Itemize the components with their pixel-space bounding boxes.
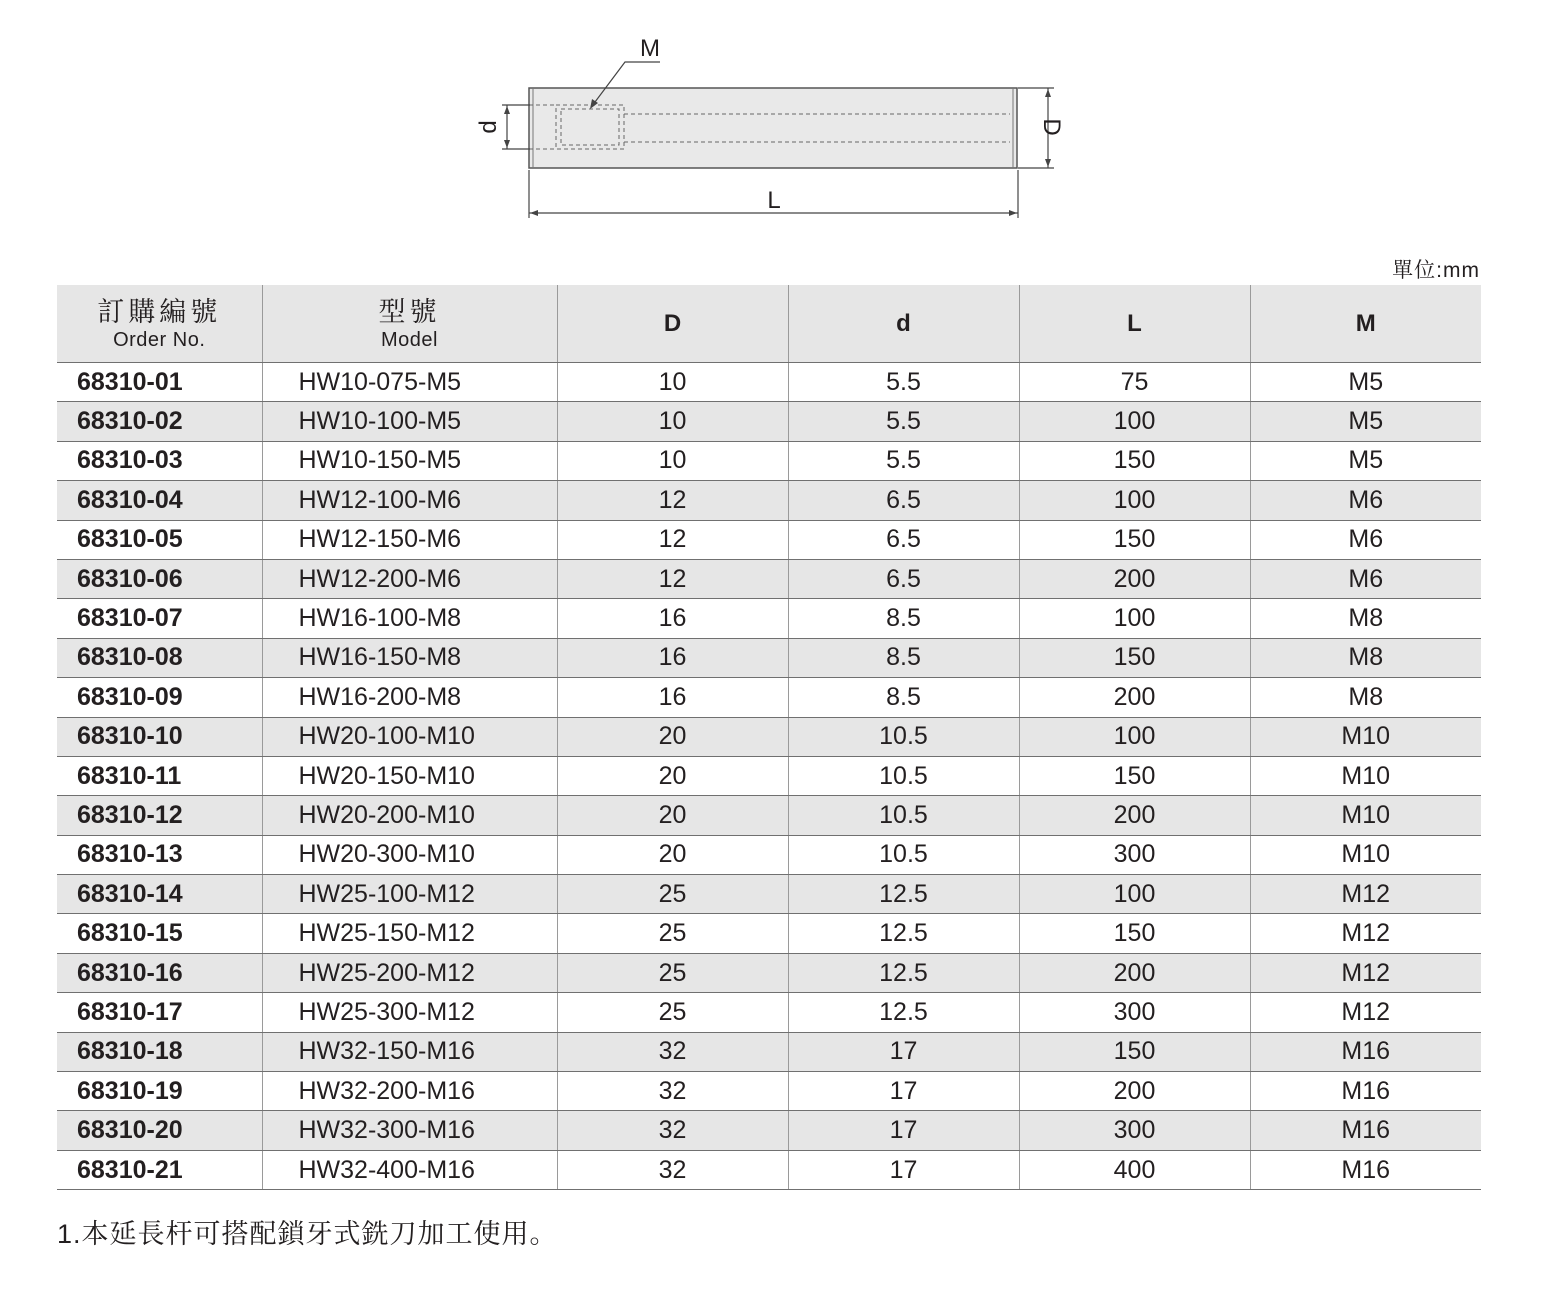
usage-note: 1.本延長杆可搭配鎖牙式銑刀加工使用。 — [57, 1219, 558, 1249]
table-row — [57, 796, 1481, 835]
cell-d: 12.5 — [788, 953, 1019, 992]
cell-d: 10.5 — [788, 796, 1019, 835]
cell-d: 8.5 — [788, 638, 1019, 677]
table-row — [57, 402, 1481, 441]
cell-d: 12.5 — [788, 875, 1019, 914]
table-row — [57, 875, 1481, 914]
table-row — [57, 1150, 1481, 1189]
cell-D: 25 — [557, 993, 788, 1032]
cell-L: 100 — [1019, 875, 1250, 914]
cell-order-no: 68310-11 — [57, 756, 262, 795]
cell-M: M10 — [1250, 717, 1481, 756]
cell-L: 150 — [1019, 914, 1250, 953]
table-row — [57, 599, 1481, 638]
cell-L: 75 — [1019, 363, 1250, 402]
cell-d: 10.5 — [788, 717, 1019, 756]
header-order-no — [57, 285, 262, 363]
cell-order-no: 68310-20 — [57, 1111, 262, 1150]
cell-model: HW25-300-M12 — [262, 993, 557, 1032]
cell-order-no: 68310-07 — [57, 599, 262, 638]
cell-M: M6 — [1250, 481, 1481, 520]
cell-L: 100 — [1019, 481, 1250, 520]
table-row — [57, 756, 1481, 795]
rod-body — [529, 88, 1017, 168]
cell-D: 32 — [557, 1072, 788, 1111]
header-order-zh: 訂購編號 — [97, 296, 222, 327]
cell-order-no: 68310-21 — [57, 1150, 262, 1189]
extension-rod-diagram — [0, 0, 1560, 240]
table-row — [57, 914, 1481, 953]
cell-D: 32 — [557, 1111, 788, 1150]
header-L: L — [1019, 285, 1250, 363]
header-model-zh: 型號 — [378, 296, 441, 327]
cell-M: M5 — [1250, 441, 1481, 480]
cell-D: 20 — [557, 796, 788, 835]
cell-model: HW10-075-M5 — [262, 363, 557, 402]
cell-M: M8 — [1250, 599, 1481, 638]
header-D: D — [557, 285, 788, 363]
cell-order-no: 68310-10 — [57, 717, 262, 756]
cell-d: 5.5 — [788, 363, 1019, 402]
cell-order-no: 68310-06 — [57, 559, 262, 598]
header-model-en: Model — [381, 328, 438, 351]
table-row — [57, 993, 1481, 1032]
cell-order-no: 68310-12 — [57, 796, 262, 835]
cell-L: 150 — [1019, 638, 1250, 677]
cell-d: 10.5 — [788, 835, 1019, 874]
cell-L: 150 — [1019, 520, 1250, 559]
cell-D: 25 — [557, 875, 788, 914]
cell-d: 8.5 — [788, 599, 1019, 638]
cell-D: 32 — [557, 1032, 788, 1071]
cell-D: 25 — [557, 914, 788, 953]
table-row — [57, 638, 1481, 677]
cell-D: 12 — [557, 481, 788, 520]
cell-L: 150 — [1019, 441, 1250, 480]
cell-D: 10 — [557, 363, 788, 402]
table-row — [57, 441, 1481, 480]
cell-d: 5.5 — [788, 402, 1019, 441]
cell-L: 300 — [1019, 835, 1250, 874]
cell-order-no: 68310-08 — [57, 638, 262, 677]
table-row — [57, 1111, 1481, 1150]
cell-order-no: 68310-09 — [57, 678, 262, 717]
cell-model: HW12-150-M6 — [262, 520, 557, 559]
cell-D: 20 — [557, 835, 788, 874]
cell-L: 200 — [1019, 678, 1250, 717]
cell-M: M16 — [1250, 1150, 1481, 1189]
cell-D: 10 — [557, 441, 788, 480]
cell-model: HW32-400-M16 — [262, 1150, 557, 1189]
cell-model: HW32-200-M16 — [262, 1072, 557, 1111]
cell-order-no: 68310-18 — [57, 1032, 262, 1071]
cell-M: M10 — [1250, 756, 1481, 795]
cell-d: 17 — [788, 1072, 1019, 1111]
label-m: M — [640, 35, 660, 62]
cell-model: HW20-300-M10 — [262, 835, 557, 874]
table-header-row — [57, 285, 1481, 363]
cell-M: M6 — [1250, 520, 1481, 559]
cell-model: HW12-100-M6 — [262, 481, 557, 520]
cell-order-no: 68310-01 — [57, 363, 262, 402]
header-M: M — [1250, 285, 1481, 363]
cell-L: 150 — [1019, 756, 1250, 795]
header-d: d — [788, 285, 1019, 363]
cell-order-no: 68310-19 — [57, 1072, 262, 1111]
cell-model: HW32-300-M16 — [262, 1111, 557, 1150]
unit-label: 單位:mm — [1392, 259, 1480, 282]
header-order-en: Order No. — [113, 328, 206, 351]
cell-L: 200 — [1019, 796, 1250, 835]
cell-M: M10 — [1250, 835, 1481, 874]
table-body — [57, 363, 1481, 1190]
cell-M: M8 — [1250, 678, 1481, 717]
cell-M: M16 — [1250, 1111, 1481, 1150]
cell-model: HW16-200-M8 — [262, 678, 557, 717]
cell-model: HW10-150-M5 — [262, 441, 557, 480]
cell-order-no: 68310-03 — [57, 441, 262, 480]
cell-model: HW16-150-M8 — [262, 638, 557, 677]
cell-model: HW12-200-M6 — [262, 559, 557, 598]
cell-D: 12 — [557, 520, 788, 559]
table-row — [57, 717, 1481, 756]
cell-order-no: 68310-02 — [57, 402, 262, 441]
label-L: L — [767, 187, 781, 214]
cell-M: M5 — [1250, 402, 1481, 441]
cell-d: 17 — [788, 1032, 1019, 1071]
cell-M: M16 — [1250, 1032, 1481, 1071]
header-model — [262, 285, 557, 363]
cell-M: M12 — [1250, 993, 1481, 1032]
cell-model: HW32-150-M16 — [262, 1032, 557, 1071]
table-row — [57, 363, 1481, 402]
cell-d: 17 — [788, 1111, 1019, 1150]
cell-M: M12 — [1250, 914, 1481, 953]
cell-L: 400 — [1019, 1150, 1250, 1189]
cell-M: M10 — [1250, 796, 1481, 835]
cell-model: HW20-200-M10 — [262, 796, 557, 835]
cell-order-no: 68310-05 — [57, 520, 262, 559]
cell-d: 10.5 — [788, 756, 1019, 795]
spec-table — [57, 285, 1481, 1190]
cell-D: 12 — [557, 559, 788, 598]
cell-L: 200 — [1019, 953, 1250, 992]
cell-L: 100 — [1019, 599, 1250, 638]
cell-L: 100 — [1019, 402, 1250, 441]
cell-order-no: 68310-16 — [57, 953, 262, 992]
cell-d: 12.5 — [788, 993, 1019, 1032]
cell-model: HW25-200-M12 — [262, 953, 557, 992]
cell-d: 6.5 — [788, 520, 1019, 559]
cell-D: 16 — [557, 678, 788, 717]
cell-d: 8.5 — [788, 678, 1019, 717]
cell-d: 5.5 — [788, 441, 1019, 480]
cell-model: HW25-150-M12 — [262, 914, 557, 953]
table-row — [57, 481, 1481, 520]
cell-order-no: 68310-14 — [57, 875, 262, 914]
table-row — [57, 1032, 1481, 1071]
cell-M: M8 — [1250, 638, 1481, 677]
cell-order-no: 68310-04 — [57, 481, 262, 520]
table-row — [57, 1072, 1481, 1111]
cell-M: M6 — [1250, 559, 1481, 598]
cell-d: 12.5 — [788, 914, 1019, 953]
table-row — [57, 520, 1481, 559]
cell-D: 16 — [557, 599, 788, 638]
cell-D: 25 — [557, 953, 788, 992]
cell-L: 300 — [1019, 1111, 1250, 1150]
cell-L: 300 — [1019, 993, 1250, 1032]
cell-d: 6.5 — [788, 481, 1019, 520]
cell-L: 200 — [1019, 1072, 1250, 1111]
cell-L: 100 — [1019, 717, 1250, 756]
cell-D: 16 — [557, 638, 788, 677]
table-row — [57, 835, 1481, 874]
cell-D: 20 — [557, 717, 788, 756]
cell-D: 20 — [557, 756, 788, 795]
cell-L: 150 — [1019, 1032, 1250, 1071]
cell-model: HW20-150-M10 — [262, 756, 557, 795]
cell-M: M16 — [1250, 1072, 1481, 1111]
cell-order-no: 68310-15 — [57, 914, 262, 953]
cell-model: HW25-100-M12 — [262, 875, 557, 914]
cell-model: HW20-100-M10 — [262, 717, 557, 756]
cell-model: HW16-100-M8 — [262, 599, 557, 638]
cell-M: M5 — [1250, 363, 1481, 402]
cell-model: HW10-100-M5 — [262, 402, 557, 441]
table-row — [57, 559, 1481, 598]
cell-D: 10 — [557, 402, 788, 441]
table-row — [57, 953, 1481, 992]
cell-order-no: 68310-13 — [57, 835, 262, 874]
label-d: d — [475, 120, 502, 134]
cell-d: 17 — [788, 1150, 1019, 1189]
cell-order-no: 68310-17 — [57, 993, 262, 1032]
cell-d: 6.5 — [788, 559, 1019, 598]
cell-M: M12 — [1250, 875, 1481, 914]
label-D: D — [1038, 118, 1065, 136]
cell-D: 32 — [557, 1150, 788, 1189]
table-row — [57, 678, 1481, 717]
cell-M: M12 — [1250, 953, 1481, 992]
cell-L: 200 — [1019, 559, 1250, 598]
